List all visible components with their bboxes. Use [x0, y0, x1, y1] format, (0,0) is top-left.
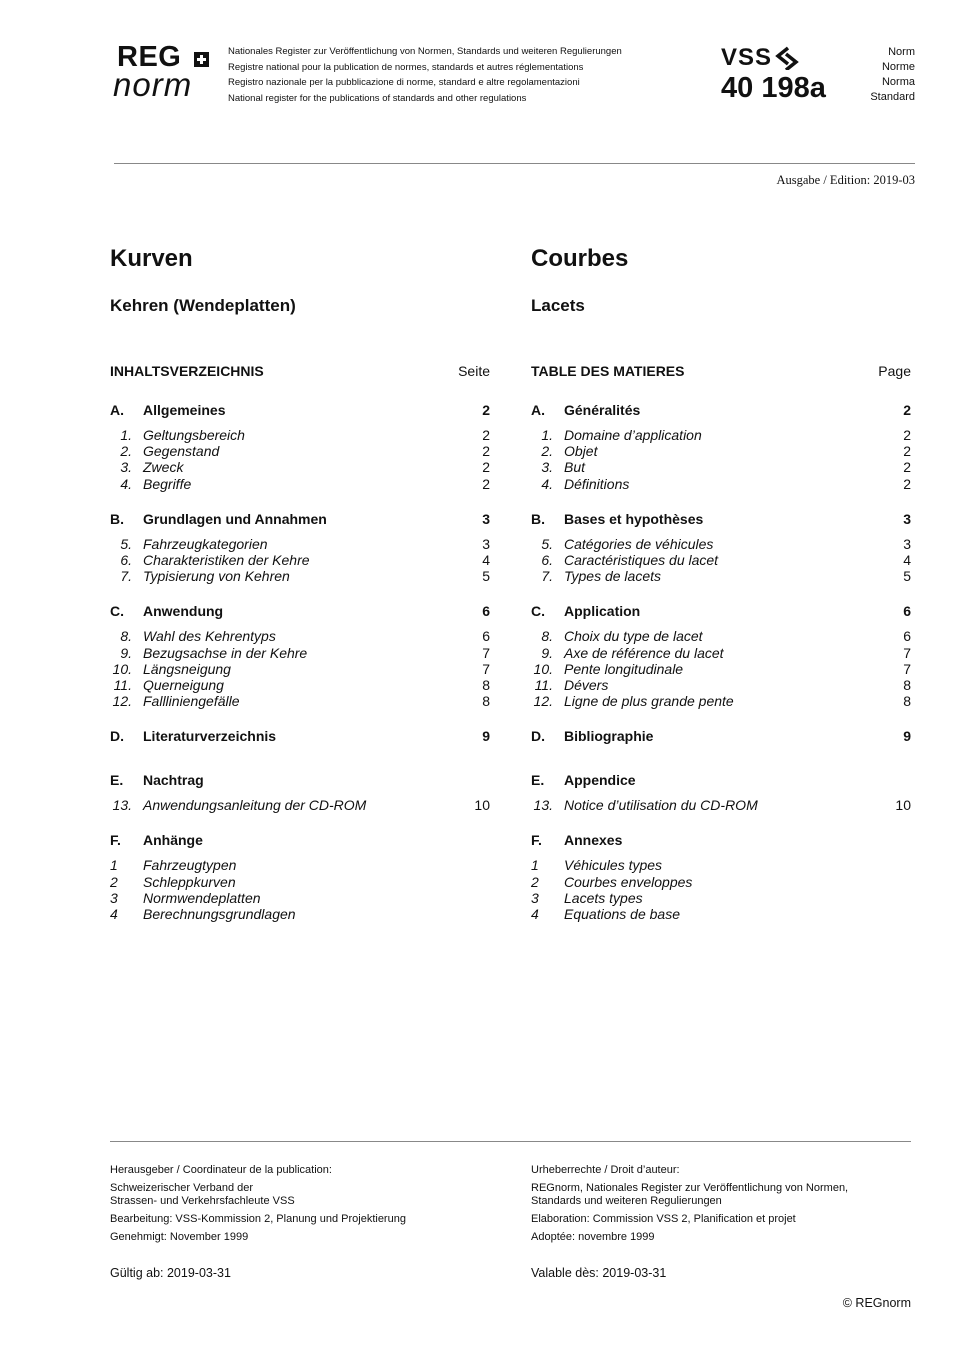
section-title: Application — [564, 603, 641, 620]
section-letter: F. — [110, 832, 121, 849]
item-page: 2 — [903, 475, 911, 492]
section-title: Appendice — [564, 772, 636, 789]
toc-item — [531, 906, 911, 922]
approved-de: Genehmigt: November 1999 — [110, 1231, 249, 1243]
toc-section-heading — [531, 832, 911, 857]
toc-section — [110, 728, 490, 753]
register-line-fr: Registre national pour la publication de normes, standards et autres réglementations — [228, 61, 584, 73]
regnorm-logo-reg: REG — [117, 41, 182, 73]
section-letter: D. — [110, 728, 124, 745]
toc-item — [110, 677, 490, 693]
toc-section — [531, 772, 911, 813]
item-page: 7 — [903, 644, 911, 661]
toc-item — [531, 874, 911, 890]
toc-section — [110, 772, 490, 813]
item-title: Begriffe — [143, 475, 192, 492]
item-title: Querneigung — [143, 676, 224, 693]
section-page: 9 — [903, 728, 911, 745]
toc-item — [531, 661, 911, 677]
item-number: 1. — [120, 427, 132, 443]
item-title: Courbes enveloppes — [564, 873, 693, 890]
item-title: Schleppkurven — [143, 873, 236, 890]
item-number: 6. — [541, 551, 553, 568]
item-page: 10 — [474, 797, 490, 814]
item-number: 3. — [120, 459, 132, 476]
toc-heading-de: INHALTSVERZEICHNIS — [110, 363, 264, 379]
toc-section-heading — [110, 728, 490, 753]
toc-item — [110, 874, 490, 890]
norm-label-de: Norm — [888, 46, 915, 58]
section-page: 6 — [482, 603, 490, 620]
item-number: 10. — [112, 660, 132, 677]
item-number: 4. — [541, 475, 553, 492]
toc-item — [531, 476, 911, 492]
publisher-label: Herausgeber / Coordinateur de la publication: — [110, 1164, 332, 1176]
toc-item — [531, 536, 911, 552]
toc-item — [531, 645, 911, 661]
item-title: Charakteristiken der Kehre — [143, 551, 310, 568]
section-title: Nachtrag — [143, 772, 204, 789]
toc-item — [110, 568, 490, 584]
section-title: Allgemeines — [143, 402, 226, 418]
item-number: 4 — [531, 906, 539, 922]
section-letter: E. — [110, 772, 124, 789]
toc-section — [531, 728, 911, 753]
toc-section — [531, 603, 911, 709]
toc-item — [110, 552, 490, 568]
section-title: Annexes — [564, 832, 623, 849]
item-number: 9. — [541, 644, 553, 661]
toc-item — [531, 857, 911, 873]
item-page: 2 — [903, 459, 911, 476]
toc-item — [531, 459, 911, 475]
item-title: Anwendungsanleitung der CD-ROM — [143, 797, 367, 814]
copyright-label: Urheberrechte / Droit d’auteur: — [531, 1164, 680, 1176]
section-title: Anhänge — [143, 832, 203, 849]
section-letter: B. — [531, 510, 545, 527]
item-title: Lacets types — [564, 889, 643, 906]
item-page: 7 — [482, 644, 490, 661]
toc-item — [110, 797, 490, 813]
toc-item — [531, 693, 911, 709]
item-number: 5. — [120, 535, 132, 552]
toc-item — [110, 628, 490, 644]
item-title: Véhicules types — [564, 857, 663, 874]
register-description — [228, 44, 622, 106]
editing-fr: Elaboration: Commission VSS 2, Planification et projet — [531, 1213, 796, 1225]
vss-logo: VSS — [721, 44, 773, 71]
section-title: Literaturverzeichnis — [143, 728, 277, 745]
toc-section-heading — [531, 728, 911, 753]
item-page: 2 — [482, 443, 490, 460]
item-number: 7. — [541, 568, 553, 585]
item-page: 2 — [903, 427, 911, 443]
item-number: 8. — [120, 628, 132, 645]
toc-item — [110, 906, 490, 922]
publisher-name — [110, 1182, 470, 1208]
section-title: Anwendung — [143, 603, 224, 620]
item-number: 3 — [110, 889, 118, 906]
item-number: 1 — [531, 857, 539, 874]
item-page: 8 — [903, 693, 911, 710]
toc-fr — [531, 363, 911, 922]
section-letter: F. — [531, 832, 542, 849]
toc-section — [110, 603, 490, 709]
toc-item — [110, 890, 490, 906]
toc-item — [110, 857, 490, 873]
norm-label-fr: Norme — [881, 61, 915, 73]
item-page: 2 — [482, 459, 490, 476]
item-title: Typisierung von Kehren — [143, 568, 290, 585]
section-title: Bibliographie — [564, 728, 654, 745]
publisher-line-1: Schweizerischer Verband der — [110, 1182, 254, 1194]
toc-section — [531, 832, 911, 922]
toc-section-heading — [531, 772, 911, 797]
item-title: Berechnungsgrundlagen — [143, 906, 296, 922]
item-title: Définitions — [564, 475, 630, 492]
item-number: 13. — [112, 797, 132, 814]
norm-label-en: Standard — [870, 91, 915, 103]
section-letter: C. — [531, 603, 545, 620]
item-title: Fallliniengefälle — [143, 693, 240, 710]
toc-de — [110, 363, 490, 922]
item-title: Dévers — [564, 676, 609, 693]
item-number: 2 — [110, 873, 118, 890]
section-page: 3 — [482, 510, 490, 527]
regnorm-logo-norm: norm — [113, 66, 193, 103]
copyright-line-1: REGnorm, Nationales Register zur Veröffentlichung von Normen, — [531, 1182, 849, 1194]
item-title: Objet — [564, 443, 598, 460]
item-title: Caractéristiques du lacet — [564, 551, 719, 568]
item-title: Normwendeplatten — [143, 889, 261, 906]
item-number: 4 — [110, 906, 118, 922]
section-letter: A. — [110, 402, 124, 418]
item-page: 6 — [482, 628, 490, 645]
item-page: 5 — [482, 568, 490, 585]
valid-from-fr: Valable dès: 2019-03-31 — [531, 1266, 667, 1280]
footer-divider — [110, 1141, 911, 1142]
item-page: 8 — [482, 676, 490, 693]
toc-item — [531, 797, 911, 813]
toc-heading-fr: TABLE DES MATIERES — [531, 363, 685, 379]
item-number: 3. — [541, 459, 553, 476]
publisher-line-2: Strassen- und Verkehrsfachleute VSS — [110, 1195, 295, 1207]
item-number: 1 — [110, 857, 118, 874]
item-page: 10 — [895, 797, 911, 814]
item-number: 12. — [112, 693, 132, 710]
toc-item — [110, 645, 490, 661]
title-de: Kurven — [110, 245, 193, 272]
toc-header-fr — [531, 363, 911, 383]
valid-from-de: Gültig ab: 2019-03-31 — [110, 1266, 231, 1280]
toc-list-fr — [531, 402, 911, 922]
toc-section-heading — [110, 772, 490, 797]
item-title: Fahrzeugkategorien — [143, 535, 268, 552]
toc-page-label-fr: Page — [878, 363, 911, 379]
item-page: 4 — [482, 551, 490, 568]
section-page: 2 — [482, 402, 490, 418]
toc-item — [110, 459, 490, 475]
item-title: Axe de référence du lacet — [564, 644, 724, 661]
item-title: Bezugsachse in der Kehre — [143, 644, 308, 661]
item-page: 3 — [903, 535, 911, 552]
item-number: 11. — [113, 676, 132, 693]
item-page: 7 — [903, 660, 911, 677]
toc-section-heading — [531, 603, 911, 628]
toc-item — [110, 476, 490, 492]
item-page: 6 — [903, 628, 911, 645]
item-page: 2 — [482, 427, 490, 443]
norm-label-it: Norma — [881, 76, 915, 88]
edition-label: Ausgabe / Edition: 2019-03 — [776, 173, 915, 187]
toc-item — [110, 427, 490, 443]
toc-page-label-de: Seite — [458, 363, 490, 379]
toc-item — [110, 661, 490, 677]
toc-section — [110, 511, 490, 585]
toc-section-heading — [110, 511, 490, 536]
norm-labels — [870, 45, 915, 105]
item-title: But — [564, 459, 586, 476]
toc-item — [531, 427, 911, 443]
register-line-it: Registro nazionale per la pubblicazione di norme, standard e altre regolamentazioni — [228, 77, 580, 88]
section-page: 2 — [903, 402, 911, 418]
item-page: 4 — [903, 551, 911, 568]
section-letter: C. — [110, 603, 124, 620]
toc-section — [110, 832, 490, 922]
toc-item — [531, 890, 911, 906]
item-title: Gegenstand — [143, 443, 220, 460]
approved-fr: Adoptée: novembre 1999 — [531, 1231, 655, 1243]
item-number: 11. — [534, 676, 553, 693]
footer-copyright — [531, 1164, 891, 1249]
item-number: 6. — [120, 551, 132, 568]
section-page: 3 — [903, 510, 911, 527]
toc-section-heading — [531, 511, 911, 536]
item-number: 8. — [541, 628, 553, 645]
section-letter: A. — [531, 402, 545, 418]
toc-section — [110, 402, 490, 492]
toc-section — [531, 402, 911, 492]
register-line-en: National register for the publications of standards and other regulations — [228, 92, 527, 104]
toc-section — [531, 511, 911, 585]
item-page: 8 — [903, 676, 911, 693]
copyright-notice: © REGnorm — [842, 1296, 911, 1310]
item-number: 4. — [120, 475, 132, 492]
item-page: 2 — [903, 443, 911, 460]
copyright-holder — [531, 1182, 891, 1208]
toc-section-heading — [110, 402, 490, 427]
copyright-line-2: Standards und weiteren Regulierungen — [531, 1195, 722, 1207]
toc-item — [531, 628, 911, 644]
item-page: 8 — [482, 693, 490, 710]
toc-item — [531, 443, 911, 459]
item-page: 3 — [482, 535, 490, 552]
toc-section-heading — [110, 603, 490, 628]
item-title: Catégories de véhicules — [564, 535, 714, 552]
section-page: 9 — [482, 728, 490, 745]
toc-item — [531, 677, 911, 693]
section-letter: D. — [531, 728, 545, 745]
item-number: 7. — [120, 568, 132, 585]
item-title: Equations de base — [564, 906, 680, 922]
item-number: 12. — [533, 693, 553, 710]
toc-section-heading — [531, 402, 911, 427]
item-title: Zweck — [143, 459, 184, 476]
item-page: 5 — [903, 568, 911, 585]
item-title: Notice d’utilisation du CD-ROM — [564, 797, 758, 814]
item-page: 2 — [482, 475, 490, 492]
item-title: Choix du type de lacet — [564, 628, 703, 645]
toc-item — [110, 536, 490, 552]
swiss-cross-icon — [194, 52, 209, 67]
section-title: Bases et hypothèses — [564, 510, 704, 527]
item-number: 9. — [120, 644, 132, 661]
item-number: 2 — [531, 873, 539, 890]
section-title: Grundlagen und Annahmen — [143, 510, 327, 527]
item-title: Pente longitudinale — [564, 660, 684, 677]
toc-item — [531, 552, 911, 568]
item-number: 3 — [531, 889, 539, 906]
item-title: Geltungsbereich — [143, 427, 245, 443]
toc-header-de — [110, 363, 490, 383]
toc-item — [110, 443, 490, 459]
editing-de: Bearbeitung: VSS-Kommission 2, Planung und Projektierung — [110, 1213, 406, 1225]
toc-section-heading — [110, 832, 490, 857]
item-title: Längsneigung — [143, 660, 231, 677]
item-number: 1. — [541, 427, 553, 443]
item-number: 13. — [533, 797, 553, 814]
item-title: Fahrzeugtypen — [143, 857, 237, 874]
subtitle-fr: Lacets — [531, 296, 585, 315]
item-number: 2. — [120, 443, 132, 460]
section-letter: B. — [110, 510, 124, 527]
register-line-de: Nationales Register zur Veröffentlichung von Normen, Standards und weiteren Regulierungen — [228, 46, 622, 57]
item-number: 5. — [541, 535, 553, 552]
item-title: Wahl des Kehrentyps — [143, 628, 276, 645]
section-page: 6 — [903, 603, 911, 620]
item-number: 2. — [541, 443, 553, 460]
vss-arrow-icon — [774, 46, 800, 70]
header-divider — [114, 163, 915, 164]
toc-item — [531, 568, 911, 584]
footer-publisher — [110, 1164, 470, 1249]
subtitle-de: Kehren (Wendeplatten) — [110, 296, 296, 315]
item-title: Ligne de plus grande pente — [564, 693, 734, 710]
section-title: Généralités — [564, 402, 641, 418]
title-fr: Courbes — [531, 245, 629, 272]
section-letter: E. — [531, 772, 545, 789]
standard-number: 40 198a — [721, 72, 826, 104]
item-page: 7 — [482, 660, 490, 677]
item-number: 10. — [533, 660, 553, 677]
toc-item — [110, 693, 490, 709]
item-title: Domaine d’application — [564, 427, 702, 443]
item-title: Types de lacets — [564, 568, 662, 585]
toc-list-de — [110, 402, 490, 922]
